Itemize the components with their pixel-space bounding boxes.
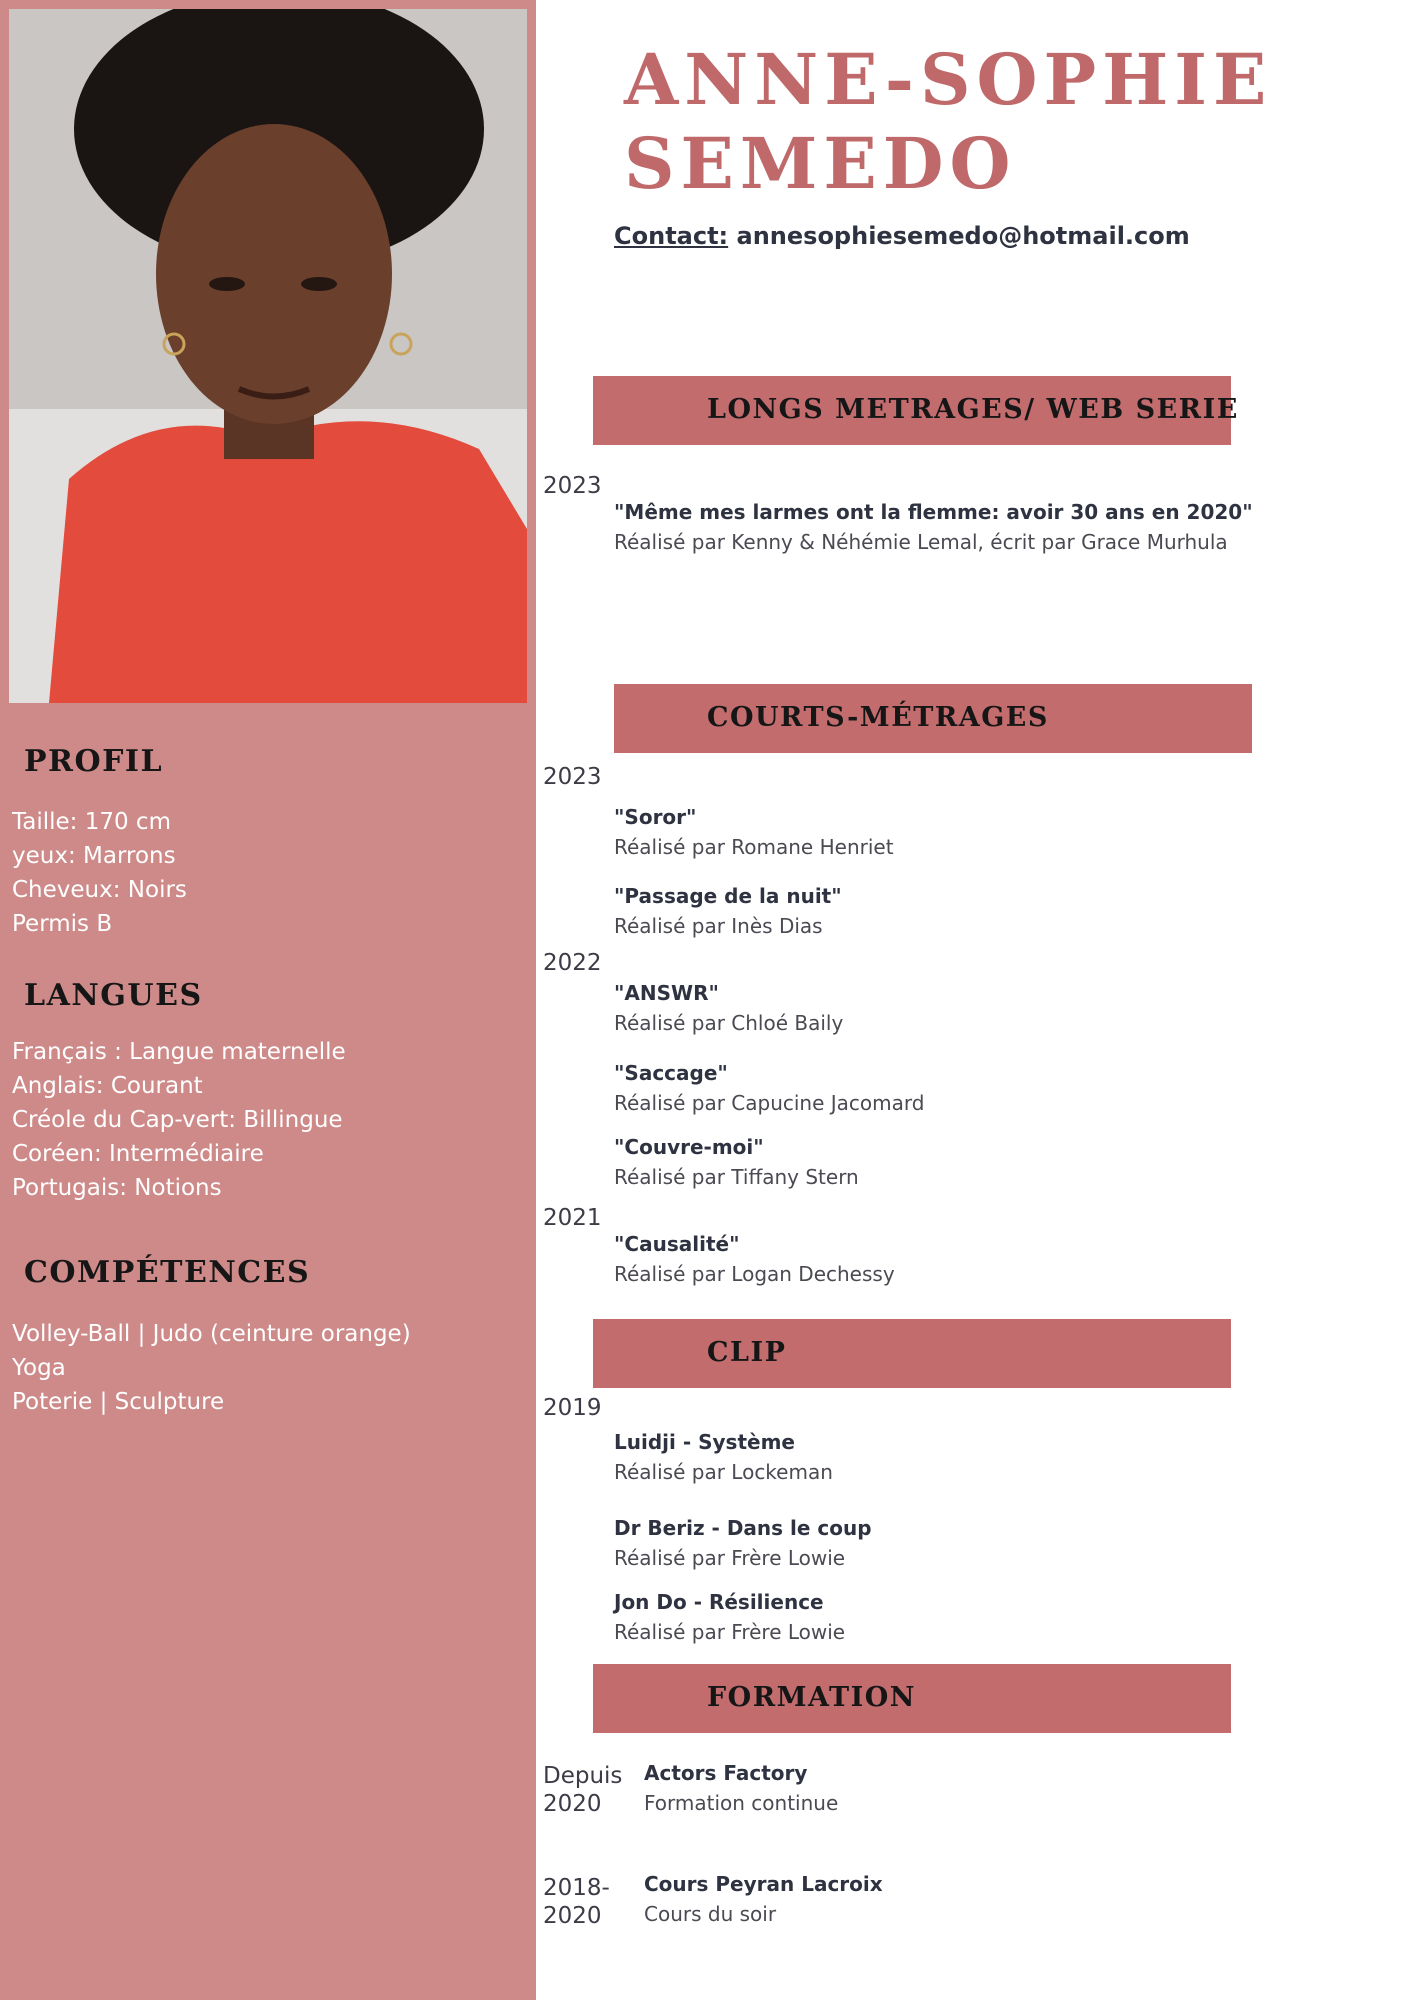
last-name: SEMEDO	[624, 122, 1017, 205]
list-item: Permis B	[12, 911, 113, 937]
list-item	[614, 802, 894, 862]
item-title: "Saccage"	[614, 1061, 728, 1085]
contact-line	[614, 222, 1190, 250]
list-item	[614, 1229, 895, 1289]
item-detail: Réalisé par Frère Lowie	[614, 1620, 846, 1644]
list-item: Cheveux: Noirs	[12, 877, 187, 903]
item-detail: Réalisé par Logan Dechessy	[614, 1262, 895, 1286]
list-item: Portugais: Notions	[12, 1175, 222, 1201]
item-title: "Causalité"	[614, 1232, 740, 1256]
item-title: "Soror"	[614, 805, 697, 829]
list-item	[614, 1132, 859, 1192]
item-title: "Couvre-moi"	[614, 1135, 764, 1159]
sidebar	[0, 0, 536, 2000]
year-line: Depuis	[543, 1763, 623, 1789]
formation-entry	[644, 1869, 883, 1929]
item-title: "ANSWR"	[614, 981, 719, 1005]
item-title: Dr Beriz - Dans le coup	[614, 1516, 872, 1540]
section-band-courts	[614, 684, 1252, 753]
list-item	[614, 881, 842, 941]
list-item: Français : Langue maternelle	[12, 1039, 346, 1065]
list-item	[614, 497, 1253, 557]
list-item: Créole du Cap-vert: Billingue	[12, 1107, 343, 1133]
item-detail: Réalisé par Lockeman	[614, 1460, 833, 1484]
list-item	[614, 1587, 845, 1647]
item-detail: Réalisé par Chloé Baily	[614, 1011, 844, 1035]
item-detail: Formation continue	[644, 1791, 839, 1815]
list-item: yeux: Marrons	[12, 843, 176, 869]
year-line: 2018-	[543, 1875, 610, 1901]
list-item	[614, 978, 843, 1038]
list-item	[614, 1513, 872, 1573]
contact-label: Contact:	[614, 222, 729, 250]
competences-heading: COMPÉTENCES	[24, 1255, 311, 1290]
list-item: Volley-Ball | Judo (ceinture orange)	[12, 1321, 411, 1347]
year-label: 2019	[543, 1395, 602, 1421]
year-label: 2021	[543, 1205, 602, 1231]
section-title-longs: LONGS METRAGES/ WEB SERIE	[707, 394, 1239, 425]
full-name	[624, 38, 1272, 206]
item-title: "Passage de la nuit"	[614, 884, 842, 908]
formation-year	[543, 1762, 622, 1818]
item-title: Actors Factory	[644, 1761, 808, 1785]
profil-list	[12, 805, 187, 941]
list-item: Taille: 170 cm	[12, 809, 171, 835]
list-item: Yoga	[12, 1355, 66, 1381]
list-item: Poterie | Sculpture	[12, 1389, 225, 1415]
contact-email[interactable]: annesophiesemedo@hotmail.com	[736, 222, 1190, 250]
year-label: 2022	[543, 950, 602, 976]
section-title-formation: FORMATION	[707, 1682, 916, 1713]
formation-entry	[644, 1758, 838, 1818]
item-title: Cours Peyran Lacroix	[644, 1872, 883, 1896]
item-detail: Réalisé par Romane Henriet	[614, 835, 894, 859]
item-title: "Même mes larmes ont la flemme: avoir 30 ans en 2020"	[614, 500, 1253, 524]
list-item: Anglais: Courant	[12, 1073, 203, 1099]
year-line: 2020	[543, 1903, 602, 1929]
item-detail: Réalisé par Frère Lowie	[614, 1546, 846, 1570]
competences-list	[12, 1317, 411, 1419]
item-detail: Réalisé par Tiffany Stern	[614, 1165, 859, 1189]
section-title-clip: CLIP	[707, 1337, 787, 1368]
section-band-longs	[593, 376, 1239, 445]
item-detail: Réalisé par Inès Dias	[614, 914, 823, 938]
list-item	[614, 1427, 833, 1487]
list-item	[614, 1058, 924, 1118]
langues-list	[12, 1035, 346, 1205]
formation-year	[543, 1874, 610, 1930]
langues-heading: LANGUES	[24, 978, 203, 1013]
year-label: 2023	[543, 473, 602, 499]
list-item: Coréen: Intermédiaire	[12, 1141, 264, 1167]
item-title: Luidji - Système	[614, 1430, 795, 1454]
item-detail: Réalisé par Capucine Jacomard	[614, 1091, 925, 1115]
year-line: 2020	[543, 1791, 602, 1817]
profile-photo	[9, 9, 527, 703]
first-name: ANNE-SOPHIE	[624, 38, 1273, 121]
section-band-clip	[593, 1319, 1231, 1388]
profil-heading: PROFIL	[24, 744, 164, 779]
section-title-courts: COURTS-MÉTRAGES	[707, 702, 1049, 733]
year-label: 2023	[543, 764, 602, 790]
item-title: Jon Do - Résilience	[614, 1590, 824, 1614]
item-detail: Cours du soir	[644, 1902, 777, 1926]
item-detail: Réalisé par Kenny & Néhémie Lemal, écrit par Grace Murhula	[614, 530, 1228, 554]
section-band-formation	[593, 1664, 1231, 1733]
